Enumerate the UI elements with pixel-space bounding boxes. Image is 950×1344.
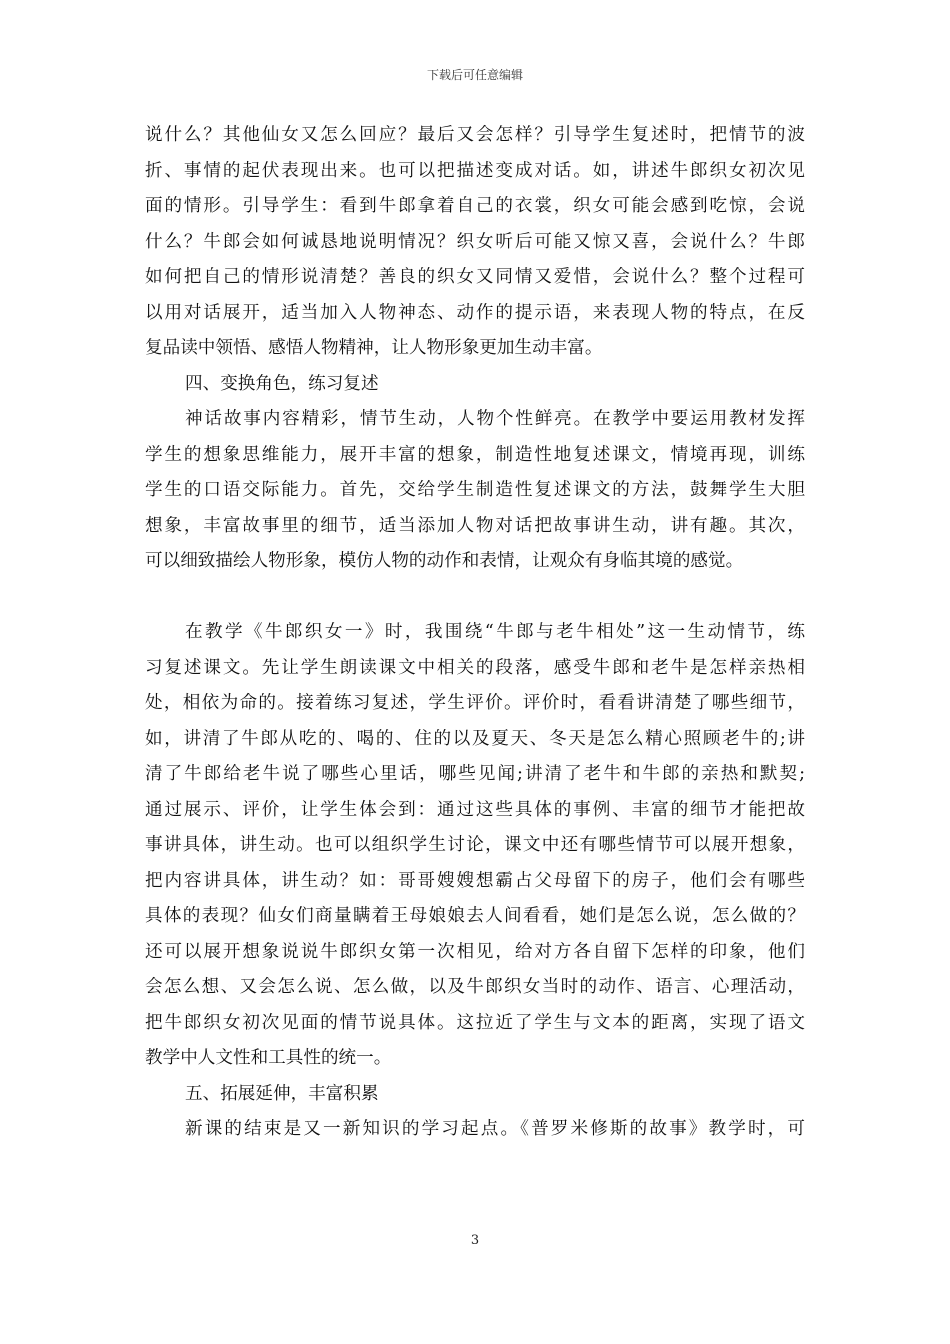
- text-line: 把牛郎织女初次见面的情节说具体。这拉近了学生与文本的距离，实现了语文: [145, 1012, 805, 1033]
- text-line: 教学中人文性和工具性的统一。: [145, 1048, 392, 1068]
- text-line: 新课的结束是又一新知识的学习起点。《普罗米修斯的故事》教学时，可: [185, 1119, 805, 1139]
- section-heading: 四、变换角色，练习复述: [185, 373, 379, 394]
- text-line: 处，相依为命的。接着练习复述，学生评价。评价时，看看讲清楚了哪些细节，: [145, 693, 805, 713]
- text-line: 复品读中领悟、感悟人物精神，让人物形象更加生动丰富。: [145, 338, 603, 358]
- text-line: 学生的口语交际能力。首先，交给学生制造性复述课文的方法，鼓舞学生大胆: [145, 480, 805, 500]
- text-line: 还可以展开想象说说牛郎织女第一次相见，给对方各自留下怎样的印象，他们: [145, 941, 805, 962]
- text-line: 具体的表现？仙女们商量瞒着王母娘娘去人间看看，她们是怎么说，怎么做的？: [145, 906, 805, 926]
- text-line: 把内容讲具体，讲生动？如：哥哥嫂嫂想霸占父母留下的房子，他们会有哪些: [145, 870, 805, 891]
- text-line: 以用对话展开，适当加入人物神态、动作的提示语，来表现人物的特点，在反: [145, 302, 805, 323]
- text-line: 说什么？其他仙女又怎么回应？最后又会怎样？引导学生复述时，把情节的波: [145, 125, 805, 145]
- text-line: 通过展示、评价，让学生体会到：通过这些具体的事例、丰富的细节才能把故: [145, 799, 805, 820]
- page-header: 下载后可任意编辑: [426, 68, 523, 82]
- text-line: 折、事情的起伏表现出来。也可以把描述变成对话。如，讲述牛郎织女初次见: [145, 160, 805, 181]
- text-line: 什么？牛郎会如何诚恳地说明情况？织女听后可能又惊又喜，会说什么？牛郎: [145, 231, 805, 252]
- section-heading: 五、拓展延伸，丰富积累: [185, 1083, 379, 1104]
- text-line: 学生的想象思维能力，展开丰富的想象，制造性地复述课文，情境再现，训练: [145, 444, 805, 465]
- text-line: 神话故事内容精彩，情节生动，人物个性鲜亮。在教学中要运用教材发挥: [185, 409, 805, 429]
- text-line: 想象，丰富故事里的细节，适当添加人物对话把故事讲生动，讲有趣。其次，: [145, 515, 805, 536]
- text-line: 事讲具体，讲生动。也可以组织学生讨论，课文中还有哪些情节可以展开想象，: [145, 835, 805, 855]
- text-line: 习复述课文。先让学生朗读课文中相关的段落，感受牛郎和老牛是怎样亲热相: [145, 657, 805, 678]
- text-line: 清了牛郎给老牛说了哪些心里话，哪些见闻;讲清了老牛和牛郎的亲热和默契;: [145, 764, 805, 784]
- text-line: 如何把自己的情形说清楚？善良的织女又同情又爱惜，会说什么？整个过程可: [145, 267, 805, 287]
- text-line: 会怎么想、又会怎么说、怎么做，以及牛郎织女当时的动作、语言、心理活动，: [145, 977, 805, 997]
- text-line: 面的情形。引导学生：看到牛郎拿着自己的衣裳，织女可能会感到吃惊，会说: [145, 196, 805, 216]
- text-line: 可以细致描绘人物形象，模仿人物的动作和表情，让观众有身临其境的感觉。: [145, 551, 744, 571]
- blank-line: [145, 580, 805, 616]
- text-line: 在教学《牛郎织女一》时，我围绕“牛郎与老牛相处”这一生动情节，练: [185, 622, 805, 642]
- page-number: 3: [470, 1233, 480, 1248]
- text-line: 如，讲清了牛郎从吃的、喝的、住的以及夏天、冬天是怎么精心照顾老牛的;讲: [145, 728, 805, 749]
- document-body: [145, 118, 805, 1148]
